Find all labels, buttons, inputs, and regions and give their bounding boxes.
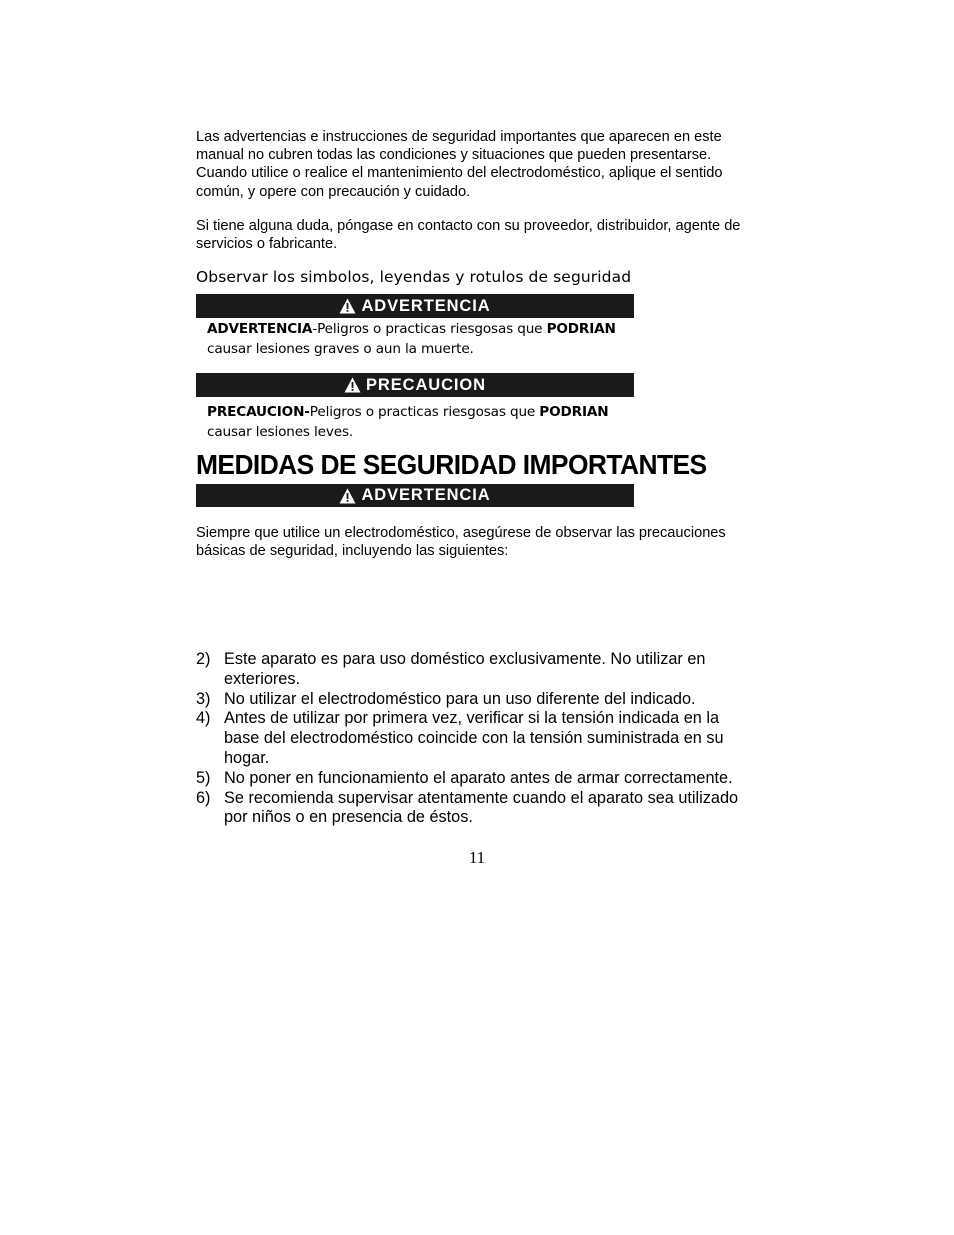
- intro-text-1: Las advertencias e instrucciones de seguridad importantes que aparecen en este manual no cubren todas las condiciones y situaciones que pueden presentarse. Cuando utilice o realice el mantenimiento del electrodoméstico, aplique el sentido común, y opere con precaución y cuidado.: [196, 129, 723, 200]
- warning-definition: [207, 319, 647, 359]
- warning-text-before: -Peligros o practicas riesgosas que: [312, 321, 547, 337]
- list-item-text: No poner en funcionamiento el aparato antes de armar correctamente.: [224, 768, 733, 787]
- caution-banner-label: PRECAUCION: [366, 375, 486, 394]
- list-item-number: 6): [196, 788, 211, 807]
- caution-text-before: Peligros o practicas riesgosas que: [309, 404, 540, 420]
- caution-text-after: causar lesiones leves.: [207, 424, 354, 440]
- intro-paragraph-2: [196, 217, 756, 253]
- safety-list: [196, 650, 756, 828]
- warning-term: ADVERTENCIA: [207, 321, 313, 337]
- caution-banner: [196, 373, 634, 397]
- warning-banner-label: ADVERTENCIA: [361, 296, 491, 315]
- list-item: [196, 690, 756, 710]
- list-item: [196, 769, 756, 789]
- list-item-number: 3): [196, 689, 211, 708]
- symbols-heading: Observar los simbolos, leyendas y rotulos de seguridad: [196, 268, 632, 286]
- warning-triangle-icon: [344, 377, 361, 393]
- list-item-text: Este aparato es para uso doméstico exclusivamente. No utilizar en exteriores.: [224, 650, 706, 688]
- list-item-number: 4): [196, 709, 211, 728]
- list-item-number: 2): [196, 650, 211, 668]
- caution-term: PRECAUCION-: [207, 404, 310, 420]
- list-item-text: No utilizar el electrodoméstico para un uso diferente del indicado.: [224, 689, 696, 708]
- basic-precautions-text: Siempre que utilice un electrodoméstico, asegúrese de observar las precauciones básicas de seguridad, incluyendo las siguientes:: [196, 525, 726, 560]
- basic-precautions: [196, 524, 756, 560]
- warning-banner: [196, 294, 634, 318]
- warning-triangle-icon: [339, 298, 356, 314]
- warning-text-after: causar lesiones graves o aun la muerte.: [207, 341, 474, 357]
- warning-triangle-icon: [339, 488, 356, 504]
- safety-banner-label: ADVERTENCIA: [361, 486, 491, 504]
- list-item-number: 5): [196, 768, 211, 787]
- list-item: [196, 650, 756, 690]
- intro-paragraph-1: [196, 128, 756, 201]
- caution-definition: [207, 402, 647, 442]
- main-title: MEDIDAS DE SEGURIDAD IMPORTANTES: [196, 449, 707, 480]
- caution-emphasis: PODRIAN: [539, 404, 609, 420]
- list-item: [196, 709, 756, 768]
- intro-text-2: Si tiene alguna duda, póngase en contacto con su proveedor, distribuidor, agente de servicios o fabricante.: [196, 218, 741, 253]
- safety-warning-banner: [196, 484, 634, 507]
- list-item: [196, 789, 756, 829]
- warning-emphasis: PODRIAN: [546, 321, 616, 337]
- page-number: 11: [468, 848, 486, 867]
- list-item-text: Antes de utilizar por primera vez, verificar si la tensión indicada en la base del electrodoméstico coincide con la tensión suministrada en su hogar.: [224, 709, 724, 767]
- list-item-text: Se recomienda supervisar atentamente cuando el aparato sea utilizado por niños o en presencia de éstos.: [224, 788, 739, 827]
